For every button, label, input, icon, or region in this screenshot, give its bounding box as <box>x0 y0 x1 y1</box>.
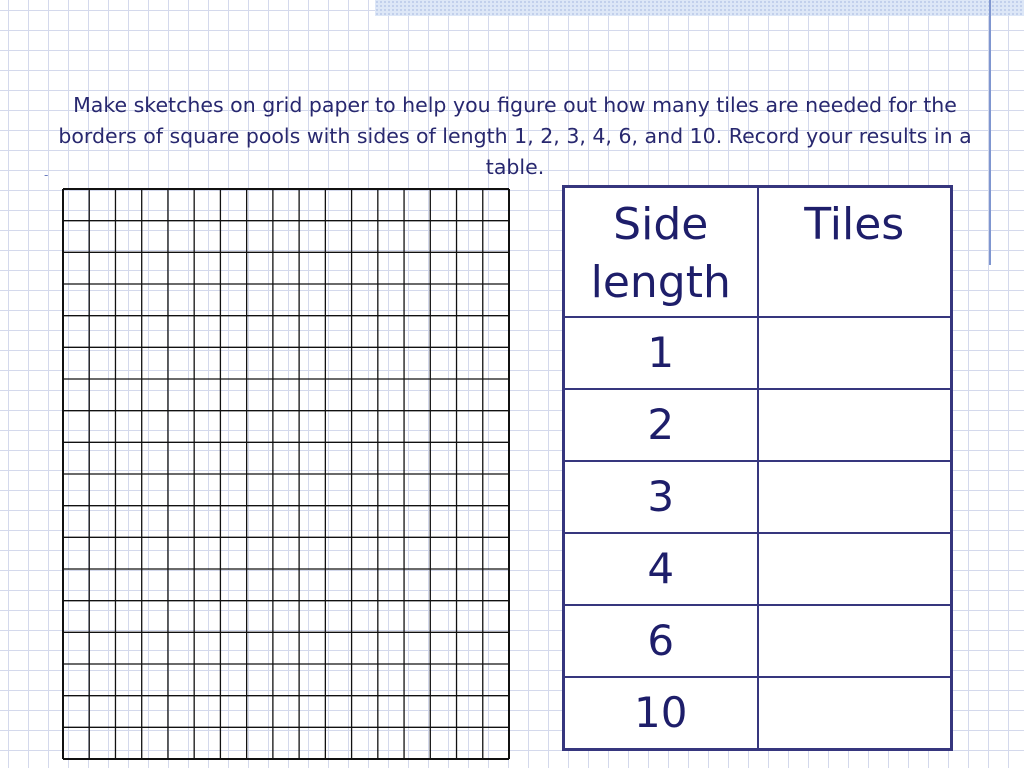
table-row <box>564 677 952 750</box>
grid-paper-lines <box>63 189 509 759</box>
dash-mark: - <box>44 168 49 182</box>
header-side-length: Side length <box>564 187 758 317</box>
header-tiles: Tiles <box>758 187 952 317</box>
table-row <box>564 533 952 605</box>
side-length-cell: 1 <box>564 317 758 389</box>
table-row <box>564 461 952 533</box>
side-length-cell: 10 <box>564 677 758 750</box>
grid-paper <box>62 188 510 760</box>
table-row <box>564 317 952 389</box>
tiles-cell[interactable] <box>758 677 952 750</box>
side-length-cell: 6 <box>564 605 758 677</box>
side-length-cell: 3 <box>564 461 758 533</box>
table-row <box>564 605 952 677</box>
table-row <box>564 389 952 461</box>
tiles-cell[interactable] <box>758 461 952 533</box>
side-length-cell: 2 <box>564 389 758 461</box>
results-table <box>562 185 953 751</box>
side-length-cell: 4 <box>564 533 758 605</box>
top-decorative-band <box>375 0 1024 16</box>
tiles-cell[interactable] <box>758 317 952 389</box>
table-header-row <box>564 187 952 317</box>
instructions-text: Make sketches on grid paper to help you figure out how many tiles are needed for the borders of square pools with sides of length 1, 2, 3, 4, 6, and 10. Record your results in a table. <box>58 93 972 179</box>
tiles-cell[interactable] <box>758 533 952 605</box>
tiles-cell[interactable] <box>758 389 952 461</box>
tiles-cell[interactable] <box>758 605 952 677</box>
